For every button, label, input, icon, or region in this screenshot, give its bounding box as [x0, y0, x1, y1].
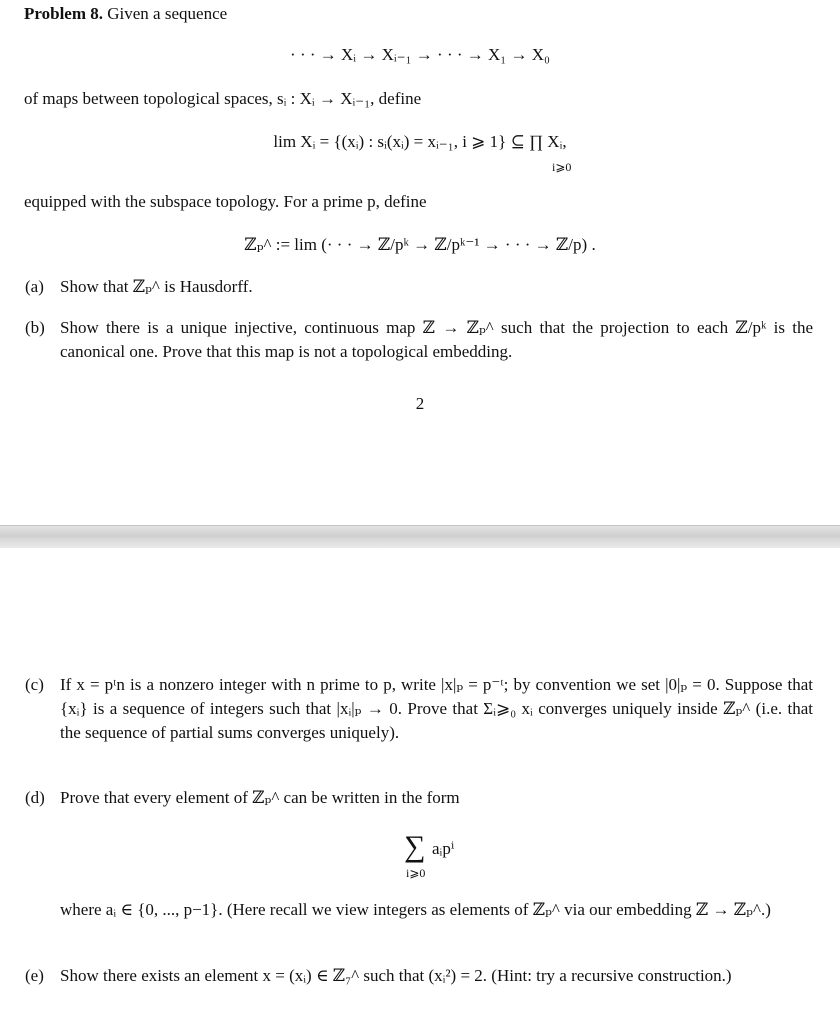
page-bottom	[0, 548, 840, 1016]
page-number: 2	[415, 394, 425, 413]
part-d-after: where aᵢ ∈ {0, ..., p−1}. (Here recall we view integers as elements of ℤₚ^ via our embedding ℤ → ℤₚ^.)	[60, 900, 771, 919]
limit-subscript: i⩾0	[552, 160, 572, 174]
problem-intro: Given a sequence	[107, 4, 228, 23]
problem-heading	[24, 3, 227, 25]
sum-body: aᵢpⁱ	[432, 839, 455, 858]
part-a-text: Show that ℤₚ^ is Hausdorff.	[60, 277, 253, 296]
page-separator	[0, 525, 840, 550]
topology-line: equipped with the subspace topology. For a prime p, define	[24, 192, 427, 211]
limit-display: lim Xᵢ = {(xᵢ) : sᵢ(xᵢ) = xᵢ₋₁, i ⩾ 1} ⊆ ∏ Xᵢ,	[273, 132, 567, 151]
part-e-label: (e)	[25, 966, 44, 985]
part-b-label: (b)	[25, 318, 45, 337]
part-c-label: (c)	[25, 675, 44, 694]
sum-subscript: i⩾0	[406, 866, 426, 880]
part-c-text: If x = pᵗn is a nonzero integer with n prime to p, write |x|ₚ = p⁻ᵗ; by convention we set |0|ₚ = 0. Suppose that {xᵢ} is a sequence of integers such that |xᵢ|ₚ → 0. Prove that Σᵢ⩾₀ xᵢ converges uniquely inside ℤₚ^ (i.e. that the sequence of partial sums converges uniquely).	[60, 675, 813, 742]
zp-definition: ℤₚ^ := lim (· · · → ℤ/pᵏ → ℤ/pᵏ⁻¹ → · · · → ℤ/p) .	[244, 235, 596, 254]
sequence-display: · · · → Xᵢ → Xᵢ₋₁ → · · · → X₁ → X₀	[290, 45, 550, 64]
sum-symbol: ∑	[404, 830, 426, 863]
problem-label: Problem 8.	[24, 4, 104, 23]
part-d-text: Prove that every element of ℤₚ^ can be written in the form	[60, 788, 460, 807]
part-e-text: Show there exists an element x = (xᵢ) ∈ ℤ₇^ such that (xᵢ²) = 2. (Hint: try a recursive construction.)	[60, 966, 732, 985]
part-b-text: Show there is a unique injective, continuous map ℤ → ℤₚ^ such that the projection to each ℤ/pᵏ is the canonical one. Prove that this map is not a topological embedding.	[60, 318, 813, 361]
part-a-label: (a)	[25, 277, 44, 296]
maps-line: of maps between topological spaces, sᵢ : Xᵢ → Xᵢ₋₁, define	[24, 89, 422, 108]
part-d-label: (d)	[25, 788, 45, 807]
